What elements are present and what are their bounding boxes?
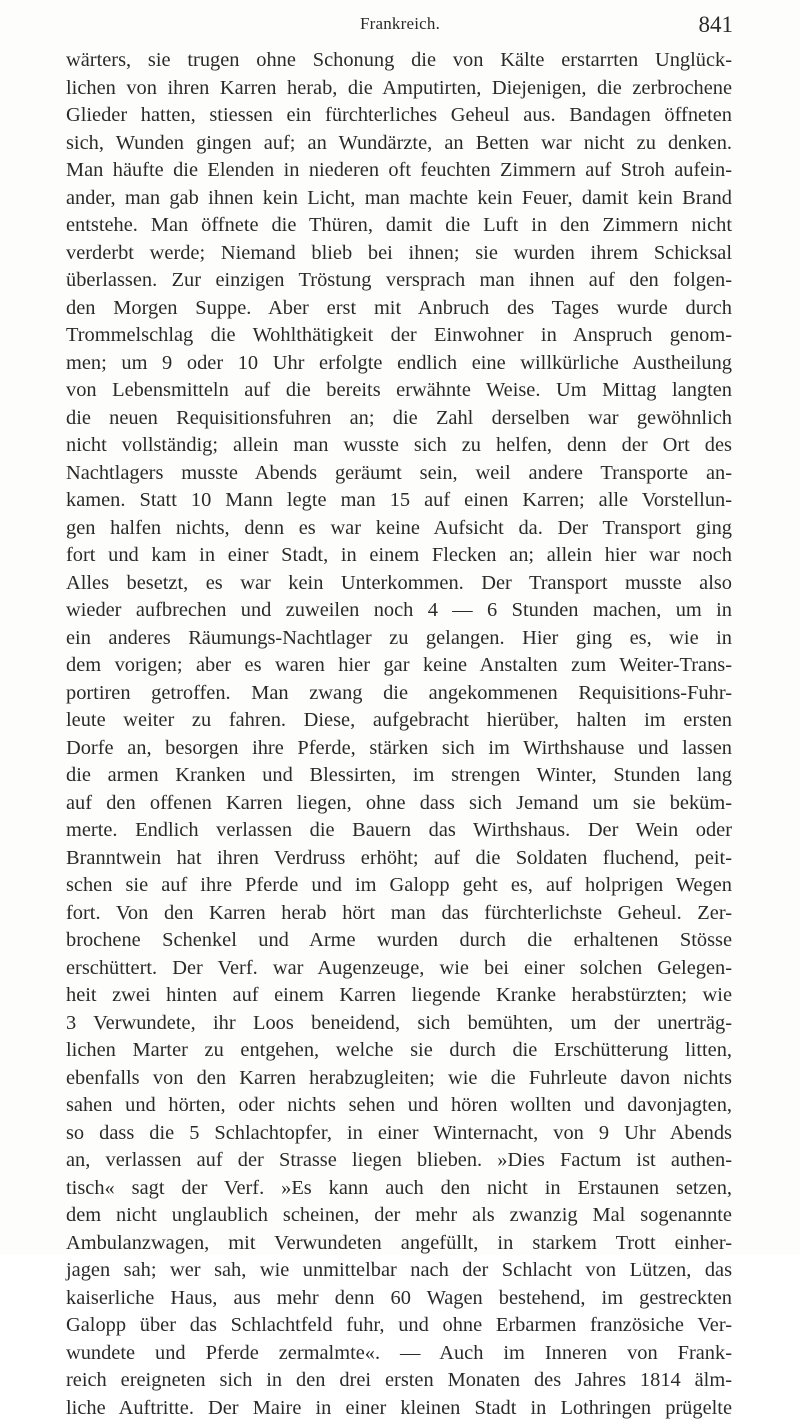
text-line: den Morgen Suppe. Aber erst mit Anbruch des Tages wurde durch xyxy=(66,295,732,323)
text-line: die armen Kranken und Blessirten, im strengen Winter, Stunden lang xyxy=(66,762,732,790)
text-line: liche Auftritte. Der Maire in einer kleinen Stadt in Lothringen prügelte xyxy=(66,1395,732,1422)
text-line: überlassen. Zur einzigen Tröstung versprach man ihnen auf den folgen- xyxy=(66,267,732,295)
text-line: 3 Verwundete, ihr Loos beneidend, sich bemühten, um der unerträg- xyxy=(66,1010,732,1038)
text-line: Glieder hatten, stiessen ein fürchterliches Geheul aus. Bandagen öffneten xyxy=(66,102,732,130)
text-line: an, verlassen auf der Strasse liegen blieben. »Dies Factum ist authen- xyxy=(66,1147,732,1175)
text-line: Ambulanzwagen, mit Verwundeten angefüllt, in starkem Trott einher- xyxy=(66,1230,732,1258)
text-line: Alles besetzt, es war kein Unterkommen. Der Transport musste also xyxy=(66,570,732,598)
text-line: Dorfe an, besorgen ihre Pferde, stärken sich im Wirthshause und lassen xyxy=(66,735,732,763)
text-line: entstehe. Man öffnete die Thüren, damit die Luft in den Zimmern nicht xyxy=(66,212,732,240)
page-number: 841 xyxy=(699,12,734,38)
text-line: ein anderes Räumungs-Nachtlager zu gelangen. Hier ging es, wie in xyxy=(66,625,732,653)
text-line: fort. Von den Karren herab hört man das fürchterlichste Geheul. Zer- xyxy=(66,900,732,928)
text-line: heit zwei hinten auf einem Karren liegende Kranke herabstürzten; wie xyxy=(66,982,732,1010)
text-line: kamen. Statt 10 Mann legte man 15 auf einen Karren; alle Vorstellun- xyxy=(66,487,732,515)
text-line: nicht vollständig; allein man wusste sich zu helfen, denn der Ort des xyxy=(66,432,732,460)
text-line: lichen Marter zu entgehen, welche sie durch die Erschütterung litten, xyxy=(66,1037,732,1065)
text-line: tisch« sagt der Verf. »Es kann auch den nicht in Erstaunen setzen, xyxy=(66,1175,732,1203)
text-line: gen halfen nichts, denn es war keine Aufsicht da. Der Transport ging xyxy=(66,515,732,543)
text-line: lichen von ihren Karren herab, die Amputirten, Diejenigen, die zerbrochene xyxy=(66,75,732,103)
text-line: auf den offenen Karren liegen, ohne dass sich Jemand um sie beküm- xyxy=(66,790,732,818)
text-line: jagen sah; wer sah, wie unmittelbar nach der Schlacht von Lützen, das xyxy=(66,1257,732,1285)
text-line: sich, Wunden gingen auf; an Wundärzte, an Betten war nicht zu denken. xyxy=(66,130,732,158)
running-title: Frankreich. xyxy=(0,14,800,34)
text-line: kaiserliche Haus, aus mehr denn 60 Wagen bestehend, im gestreckten xyxy=(66,1285,732,1313)
text-line: leute weiter zu fahren. Diese, aufgebracht hierüber, halten im ersten xyxy=(66,707,732,735)
text-line: Galopp über das Schlachtfeld fuhr, und ohne Erbarmen französiche Ver- xyxy=(66,1312,732,1340)
text-line: verderbt werde; Niemand blieb bei ihnen; sie wurden ihrem Schicksal xyxy=(66,240,732,268)
text-line: dem nicht unglaublich scheinen, der mehr als zwanzig Mal sogenannte xyxy=(66,1202,732,1230)
text-line: wieder aufbrechen und zuweilen noch 4 — 6 Stunden machen, um in xyxy=(66,597,732,625)
text-line: wärters, sie trugen ohne Schonung die von Kälte erstarrten Unglück- xyxy=(66,47,732,75)
running-header xyxy=(0,14,800,44)
text-line: reich ereigneten sich in den drei ersten Monaten des Jahres 1814 älm- xyxy=(66,1367,732,1395)
text-line: Branntwein hat ihren Verdruss erhöht; auf die Soldaten fluchend, peit- xyxy=(66,845,732,873)
text-line: Trommelschlag die Wohlthätigkeit der Einwohner in Anspruch genom- xyxy=(66,322,732,350)
text-line: Man häufte die Elenden in niederen oft feuchten Zimmern auf Stroh aufein- xyxy=(66,157,732,185)
text-line: ebenfalls von den Karren herabzugleiten; wie die Fuhrleute davon nichts xyxy=(66,1065,732,1093)
text-line: fort und kam in einer Stadt, in einem Flecken an; allein hier war noch xyxy=(66,542,732,570)
text-line: portiren getroffen. Man zwang die angekommenen Requisitions-Fuhr- xyxy=(66,680,732,708)
text-line: die neuen Requisitionsfuhren an; die Zahl derselben war gewöhnlich xyxy=(66,405,732,433)
text-line: so dass die 5 Schlachtopfer, in einer Winternacht, von 9 Uhr Abends xyxy=(66,1120,732,1148)
text-line: ander, man gab ihnen kein Licht, man machte kein Feuer, damit kein Brand xyxy=(66,185,732,213)
text-line: sahen und hörten, oder nichts sehen und hören wollten und davonjagten, xyxy=(66,1092,732,1120)
text-line: wundete und Pferde zermalmte«. — Auch im Inneren von Frank- xyxy=(66,1340,732,1368)
text-line: brochene Schenkel und Arme wurden durch die erhaltenen Stösse xyxy=(66,927,732,955)
body-text xyxy=(66,47,732,1422)
text-line: von Lebensmitteln auf die bereits erwähnte Weise. Um Mittag langten xyxy=(66,377,732,405)
text-line: schen sie auf ihre Pferde und im Galopp geht es, auf holprigen Wegen xyxy=(66,872,732,900)
text-line: Nachtlagers musste Abends geräumt sein, weil andere Transporte an- xyxy=(66,460,732,488)
text-line: merte. Endlich verlassen die Bauern das Wirthshaus. Der Wein oder xyxy=(66,817,732,845)
text-line: erschüttert. Der Verf. war Augenzeuge, wie bei einer solchen Gelegen- xyxy=(66,955,732,983)
text-line: men; um 9 oder 10 Uhr erfolgte endlich eine willkürliche Austheilung xyxy=(66,350,732,378)
text-line: dem vorigen; aber es waren hier gar keine Anstalten zum Weiter-Trans- xyxy=(66,652,732,680)
